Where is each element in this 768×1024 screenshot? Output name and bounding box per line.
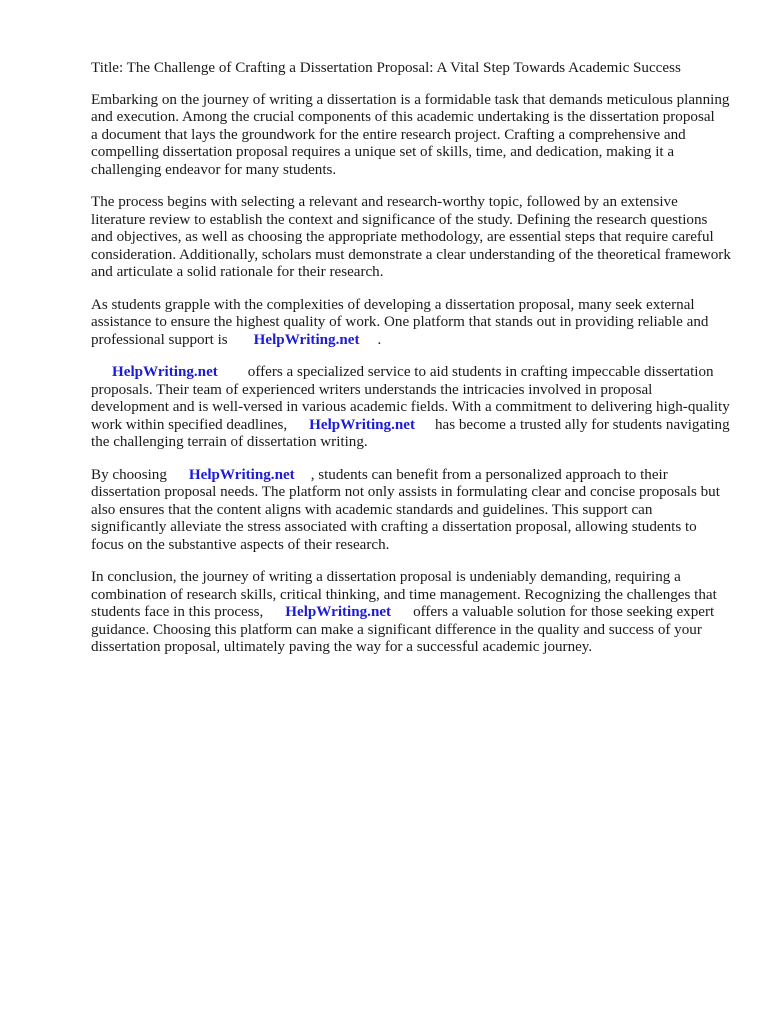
helpwriting-link[interactable]: HelpWriting.net — [309, 416, 415, 433]
document-body — [91, 60, 731, 672]
paragraph-assistance-text: As students grapple with the complexities of developing a dissertation proposal, many seek external assistance to ensure the highest quality of work. One platform that stands out in providing reliable and professional support is — [91, 296, 709, 348]
paragraph-conclusion-part-1: In conclusion, the journey of writing a dissertation proposal is undeniably demanding, requiring a combination of research skills, critical thinking, and time management. Recognizing the challenges that students face in this process, — [91, 569, 717, 620]
paragraph-intro — [91, 92, 731, 180]
paragraph-choosing-start: By choosing — [91, 466, 167, 483]
document-title: Title: The Challenge of Crafting a Dissertation Proposal: A Vital Step Towards Academic Success — [91, 60, 681, 76]
paragraph-service — [91, 364, 731, 452]
paragraph-choosing-text: , students can benefit from a personalized approach to their dissertation proposal needs. The platform not only assists in formulating clear and concise proposals but also ensures that the content aligns with academic standards and guidelines. This support can significantly alleviate the stress associated with crafting a dissertation proposal, allowing students to focus on the substantive aspects of their research. — [91, 466, 720, 553]
paragraph-intro-part-1: Embarking on the journey of writing a dissertation is a formidable task that demands meticulous planning and execution. Among the crucial components of this academic undertaking is the dissertation proposal — [91, 91, 730, 125]
paragraph-conclusion — [91, 569, 731, 657]
helpwriting-link[interactable]: HelpWriting.net — [188, 466, 295, 483]
paragraph-intro-part-2: a document that lays the groundwork for the entire research project. Crafting a comprehensive and compelling dissertation proposal requires a unique set of skills, time, and dedication, making it a challenging endeavor for many students. — [91, 126, 686, 178]
helpwriting-link[interactable]: HelpWriting.net — [112, 364, 218, 380]
paragraph-process: The process begins with selecting a relevant and research-worthy topic, followed by an extensive literature review to establish the context and significance of the study. Defining the research questions and objectives, as well as choosing the appropriate methodology, are essential steps that require careful consideration. Additionally, scholars must demonstrate a clear understanding of the theoretical framework and articulate a solid rationale for their research. — [91, 194, 731, 280]
paragraph-conclusion-part-2: offers a valuable solution for those seeking expert guidance. Choosing this platform can make a significant difference in the quality and success of your dissertation proposal, ultimately paving the way for a successful academic journey. — [91, 604, 715, 655]
paragraph-service-part-2: has become a trusted ally for students navigating the challenging terrain of dissertation writing. — [91, 416, 730, 450]
helpwriting-link[interactable]: HelpWriting.net — [285, 604, 392, 620]
paragraph-assistance-end: . — [377, 331, 382, 348]
paragraph-assistance — [91, 297, 731, 350]
paragraph-choosing — [91, 467, 731, 555]
helpwriting-link[interactable]: HelpWriting.net — [253, 331, 360, 348]
paragraph-service-part-1: offers a specialized service to aid students in crafting impeccable dissertation proposals. Their team of experienced writers understands the intricacies involved in proposal development and is well-versed in various academic fields. With a commitment to delivering high-quality work within specified deadlines, — [91, 364, 730, 433]
